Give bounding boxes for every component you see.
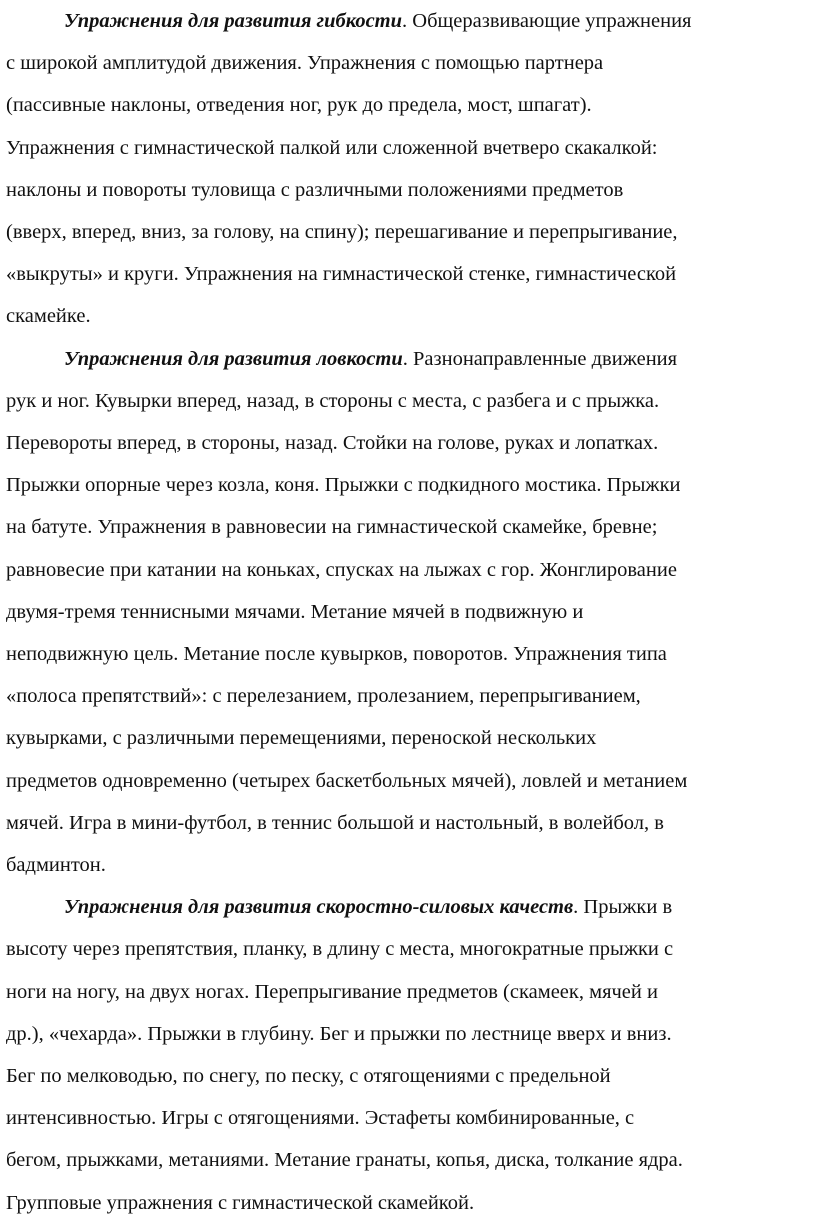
paragraph-first-line (6, 886, 810, 928)
paragraph-line: наклоны и повороты туловища с различными положениями предметов (6, 178, 624, 201)
paragraph-line: бадминтон. (6, 854, 106, 877)
paragraph-line: ноги на ногу, на двух ногах. Перепрыгивание предметов (скамеек, мячей и (6, 980, 658, 1003)
paragraph-line: «выкруты» и круги. Упражнения на гимнастической стенке, гимнастической (6, 263, 677, 286)
paragraph-line: рук и ног. Кувырки вперед, назад, в стороны с места, с разбега и с прыжка. (6, 389, 660, 412)
paragraph-line: с широкой амплитудой движения. Упражнения с помощью партнера (6, 52, 604, 75)
paragraph-line: Групповые упражнения с гимнастической скамейкой. (6, 1191, 475, 1214)
paragraph-speed-strength (6, 886, 810, 1224)
paragraph-line: (вверх, вперед, вниз, за голову, на спину); перешагивание и перепрыгивание, (6, 221, 678, 244)
paragraph-line: неподвижную цель. Метание после кувырков, поворотов. Упражнения типа (6, 643, 667, 666)
paragraph-line: Прыжки опорные через козла, коня. Прыжки с подкидного мостика. Прыжки (6, 474, 681, 497)
paragraph-line: бегом, прыжками, метаниями. Метание гранаты, копья, диска, толкание ядра. (6, 1149, 683, 1172)
paragraph-heading: Упражнения для развития скоростно-силовых качеств (64, 896, 574, 919)
paragraph-line: «полоса препятствий»: с перелезанием, пролезанием, перепрыгиванием, (6, 685, 641, 708)
paragraph-first-line (6, 338, 810, 380)
paragraph-line: высоту через препятствия, планку, в длину с места, многократные прыжки с (6, 938, 674, 961)
paragraph-line: кувырками, с различными перемещениями, переноской нескольких (6, 727, 597, 750)
paragraph-text: . Общеразвивающие упражнения (402, 10, 692, 32)
paragraph-line: скамейке. (6, 305, 91, 328)
paragraph-agility (6, 338, 810, 887)
paragraph-line: на батуте. Упражнения в равновесии на гимнастической скамейке, бревне; (6, 516, 658, 539)
paragraph-line: мячей. Игра в мини-футбол, в теннис большой и настольный, в волейбол, в (6, 811, 664, 834)
paragraph-line: Упражнения с гимнастической палкой или сложенной вчетверо скакалкой: (6, 136, 658, 159)
paragraph-line: Перевороты вперед, в стороны, назад. Стойки на голове, руках и лопатках. (6, 432, 659, 455)
paragraph-line: равновесие при катании на коньках, спусках на лыжах с гор. Жонглирование (6, 558, 677, 581)
paragraph-line: двумя-тремя теннисными мячами. Метание мячей в подвижную и (6, 600, 584, 623)
paragraph-line: предметов одновременно (четырех баскетбольных мячей), ловлей и метанием (6, 769, 688, 792)
paragraph-text: . Прыжки в (573, 896, 673, 919)
paragraph-heading: Упражнения для развития ловкости (64, 347, 403, 370)
paragraph-first-line (6, 0, 810, 42)
paragraph-line: Бег по мелководью, по снегу, по песку, с отягощениями с предельной (6, 1065, 611, 1088)
paragraph-line: интенсивностью. Игры с отягощениями. Эстафеты комбинированные, с (6, 1107, 635, 1130)
paragraph-heading: Упражнения для развития гибкости (64, 10, 403, 32)
paragraph-flexibility (6, 0, 810, 338)
paragraph-line: др.), «чехарда». Прыжки в глубину. Бег и прыжки по лестнице вверх и вниз. (6, 1022, 672, 1045)
paragraph-line: (пассивные наклоны, отведения ног, рук до предела, мост, шпагат). (6, 94, 592, 117)
paragraph-text: . Разнонаправленные движения (402, 347, 678, 370)
